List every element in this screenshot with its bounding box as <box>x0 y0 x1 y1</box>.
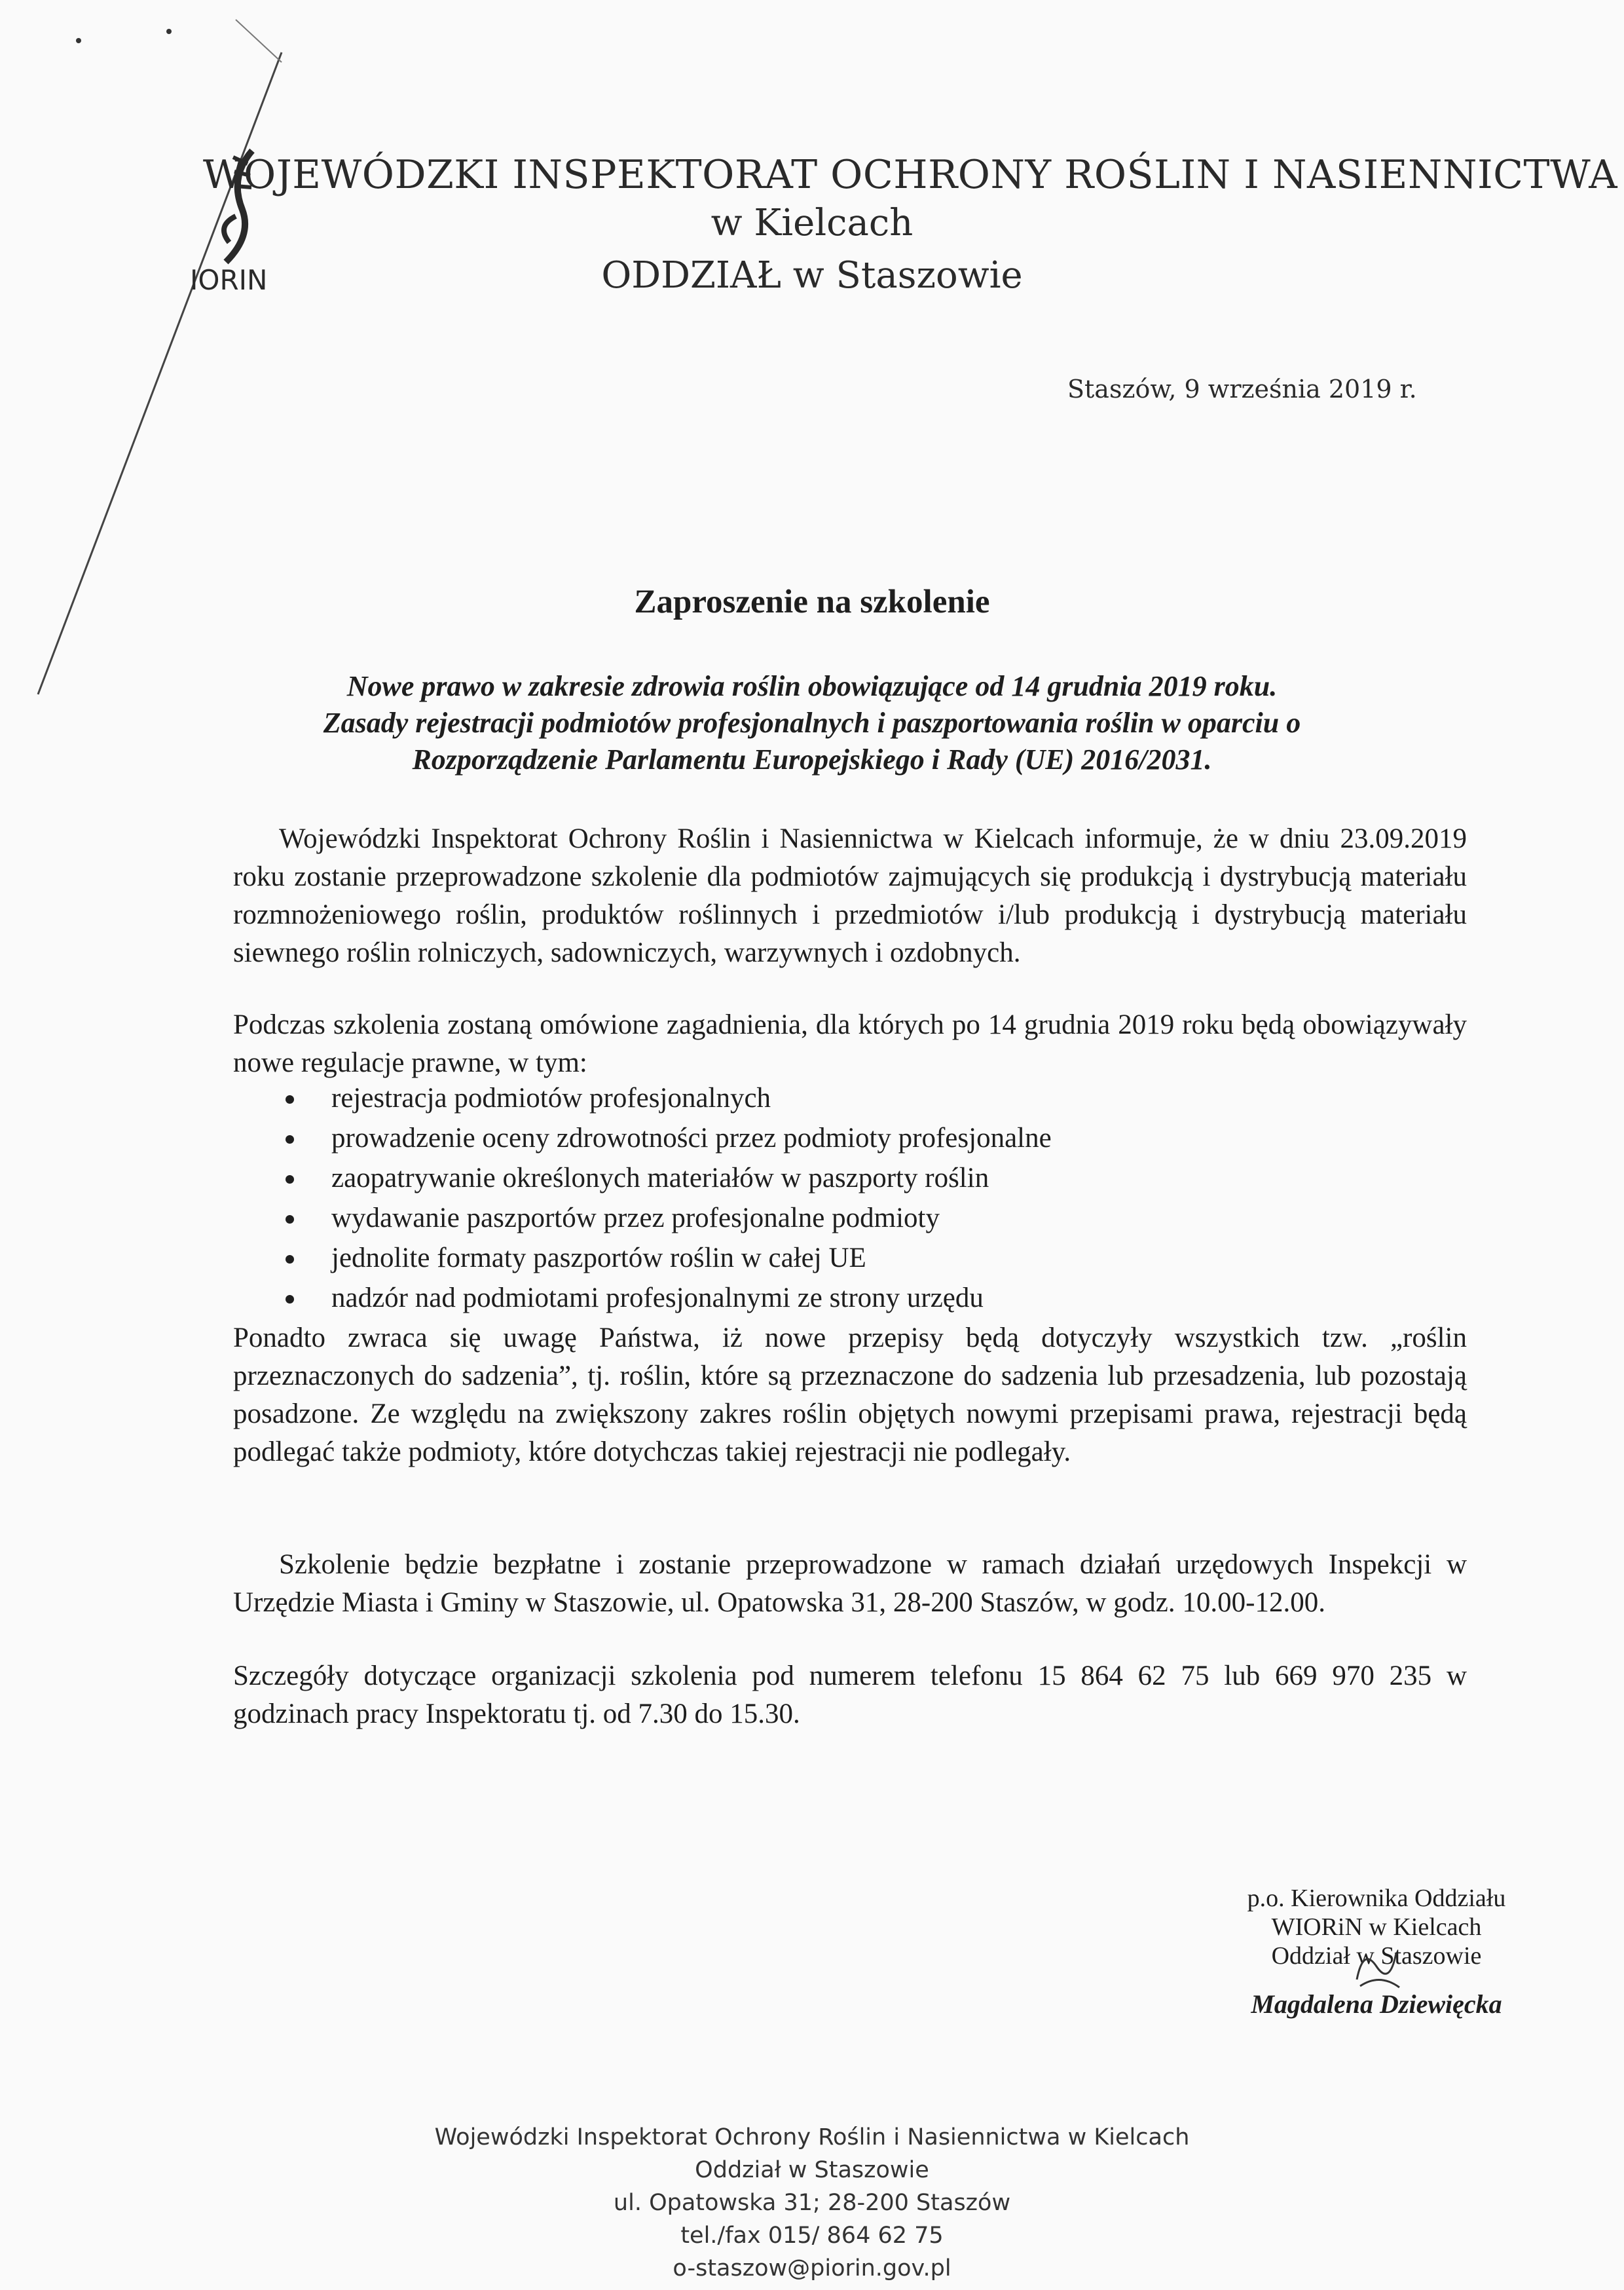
body-paragraph: Szkolenie będzie bezpłatne i zostanie przeprowadzone w ramach działań urzędowych Inspekcji w Urzędzie Miasta i Gminy w Staszowie, ul. Opatowska 31, 28-200 Staszów, w godz. 10.00-12.00. <box>233 1549 1467 1618</box>
bullet-icon <box>286 1135 294 1144</box>
topics-list <box>279 1078 1052 1318</box>
signature-scribble-icon <box>1350 1940 1403 1993</box>
bullet-icon <box>286 1295 294 1304</box>
footer-branch: Oddział w Staszowie <box>695 2157 929 2183</box>
institution-name: WOJEWÓDZKI INSPEKTORAT OCHRONY ROŚLIN I NASIENNICTWA <box>202 152 1618 198</box>
page-footer <box>0 2121 1624 2285</box>
list-item <box>279 1158 1052 1198</box>
footer-phone: tel./fax 015/ 864 62 75 <box>680 2223 944 2249</box>
signature-branch: Oddział w Staszowie <box>1271 1942 1482 1970</box>
signature-office: WIORiN w Kielcach <box>1271 1913 1482 1941</box>
list-item-text: wydawanie paszportów przez profesjonalne podmioty <box>331 1203 940 1233</box>
document-date: Staszów, 9 września 2019 r. <box>1067 375 1417 404</box>
logo-text: IORIN <box>190 264 268 295</box>
list-item-text: jednolite formaty paszportów roślin w całej UE <box>331 1243 866 1273</box>
list-item-text: prowadzenie oceny zdrowotności przez podmioty profesjonalne <box>331 1123 1052 1154</box>
body-paragraph: Podczas szkolenia zostaną omówione zagadnienia, dla których po 14 grudnia 2019 roku będą obowiązywały nowe regulacje prawne, w tym: <box>233 1009 1467 1078</box>
list-item-text: rejestracja podmiotów profesjonalnych <box>331 1083 771 1114</box>
subtitle-line: Nowe prawo w zakresie zdrowia roślin obowiązujące od 14 grudnia 2019 roku. <box>346 670 1278 702</box>
signature-name: Magdalena Dziewięcka <box>1251 1989 1502 2019</box>
list-item <box>279 1078 1052 1118</box>
list-item <box>279 1198 1052 1238</box>
list-item <box>279 1238 1052 1278</box>
body-paragraph: Szczegóły dotyczące organizacji szkolenia pod numerem telefonu 15 864 62 75 lub 669 970 235 w godzinach pracy Inspektoratu tj. od 7.30 do 15.30. <box>233 1661 1467 1729</box>
bullet-icon <box>286 1095 294 1104</box>
signature-position: p.o. Kierownika Oddziału <box>1247 1885 1506 1912</box>
document-title: Zaproszenie na szkolenie <box>634 584 990 620</box>
body-paragraph: Ponadto zwraca się uwagę Państwa, iż nowe przepisy będą dotyczyły wszystkich tzw. „roślin przeznaczonych do sadzenia”, tj. roślin, które są przeznaczone do sadzenia lub przesadzenia, lub pozostają posadzone. Ze względu na zwiększony zakres roślin objętych nowymi przepisami prawa, rejestracji będą podlegać także podmioty, które dotychczas takiej rejestracji nie podlegały. <box>233 1323 1467 1467</box>
list-item <box>279 1278 1052 1318</box>
institution-branch: ODDZIAŁ w Staszowie <box>601 254 1023 297</box>
bullet-icon <box>286 1255 294 1264</box>
list-item-text: zaopatrywanie określonych materiałów w paszporty roślin <box>331 1163 989 1193</box>
list-item-text: nadzór nad podmiotami profesjonalnymi ze strony urzędu <box>331 1283 984 1313</box>
body-paragraph: Wojewódzki Inspektorat Ochrony Roślin i Nasiennictwa w Kielcach informuje, że w dniu 23.09.2019 roku zostanie przeprowadzone szkolenie dla podmiotów zajmujących się produkcją i dystrybucją materiału rozmnożeniowego roślin, produktów roślinnych i przedmiotów i/lub produkcją i dystrybucją materiału siewnego roślin rolniczych, sadowniczych, warzywnych i ozdobnych. <box>233 823 1467 968</box>
footer-email: o-staszow@piorin.gov.pl <box>673 2255 951 2281</box>
bullet-icon <box>286 1215 294 1224</box>
subtitle-line: Rozporządzenie Parlamentu Europejskiego i Rady (UE) 2016/2031. <box>412 743 1212 776</box>
footer-address: ul. Opatowska 31; 28-200 Staszów <box>613 2190 1011 2216</box>
list-item <box>279 1118 1052 1158</box>
footer-institution: Wojewódzki Inspektorat Ochrony Roślin i Nasiennictwa w Kielcach <box>434 2124 1190 2150</box>
subtitle-line: Zasady rejestracji podmiotów profesjonalnych i paszportowania roślin w oparciu o <box>323 707 1301 739</box>
institution-city: w Kielcach <box>710 202 913 244</box>
bullet-icon <box>286 1175 294 1184</box>
